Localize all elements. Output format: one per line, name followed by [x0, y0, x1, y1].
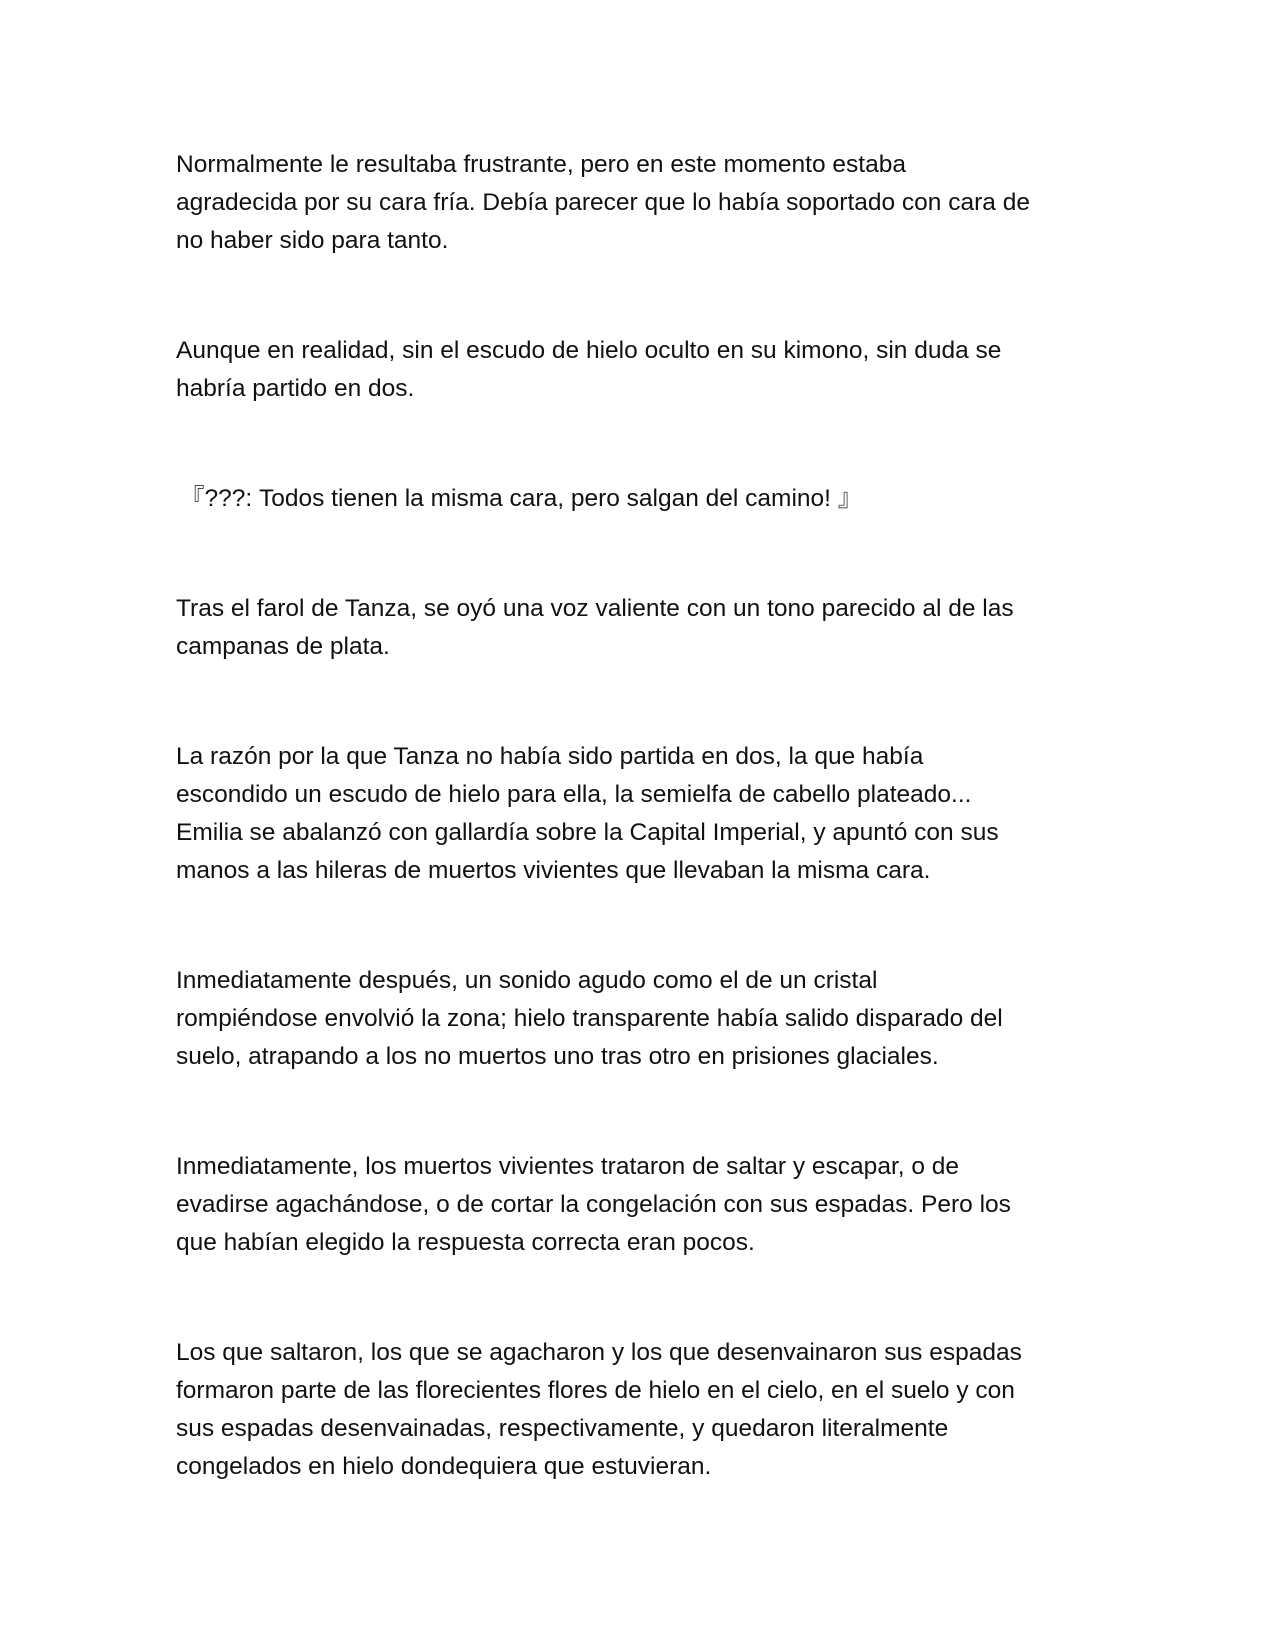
- paragraph-line: agradecida por su cara fría. Debía parecer que lo había soportado con cara de: [176, 189, 1030, 216]
- paragraph-line: escondido un escudo de hielo para ella, la semielfa de cabello plateado...: [176, 781, 972, 808]
- paragraph-line: no haber sido para tanto.: [176, 227, 449, 254]
- paragraph-line: Tras el farol de Tanza, se oyó una voz valiente con un tono parecido al de las: [176, 595, 1014, 622]
- paragraph-line: sus espadas desenvainadas, respectivamente, y quedaron literalmente: [176, 1415, 949, 1442]
- paragraph-line: Emilia se abalanzó con gallardía sobre la Capital Imperial, y apuntó con sus: [176, 819, 999, 846]
- paragraph-8: [176, 1334, 1106, 1486]
- paragraph-line: Inmediatamente, los muertos vivientes trataron de saltar y escapar, o de: [176, 1153, 960, 1180]
- paragraph-line: habría partido en dos.: [176, 375, 415, 402]
- paragraph-line: La razón por la que Tanza no había sido partida en dos, la que había: [176, 743, 924, 770]
- paragraph-line: campanas de plata.: [176, 633, 390, 660]
- paragraph-line: congelados en hielo dondequiera que estuvieran.: [176, 1453, 712, 1480]
- paragraph-line: Normalmente le resultaba frustrante, pero en este momento estaba: [176, 151, 906, 178]
- paragraph-line: 『???: Todos tienen la misma cara, pero salgan del camino! 』: [180, 485, 863, 512]
- paragraph-line: Los que saltaron, los que se agacharon y los que desenvainaron sus espadas: [176, 1339, 1022, 1366]
- paragraph-4: [176, 590, 1106, 666]
- paragraph-7: [176, 1148, 1106, 1262]
- paragraph-line: que habían elegido la respuesta correcta eran pocos.: [176, 1229, 755, 1256]
- paragraph-1: [176, 146, 1106, 260]
- paragraph-line: rompiéndose envolvió la zona; hielo transparente había salido disparado del: [176, 1005, 1003, 1032]
- paragraph-2: [176, 332, 1106, 408]
- paragraph-line: evadirse agachándose, o de cortar la congelación con sus espadas. Pero los: [176, 1191, 1011, 1218]
- paragraph-line: formaron parte de las florecientes flores de hielo en el cielo, en el suelo y con: [176, 1377, 1015, 1404]
- dialogue-line: [180, 480, 1110, 518]
- paragraph-line: suelo, atrapando a los no muertos uno tras otro en prisiones glaciales.: [176, 1043, 939, 1070]
- paragraph-line: Aunque en realidad, sin el escudo de hielo oculto en su kimono, sin duda se: [176, 337, 1002, 364]
- paragraph-5: [176, 738, 1106, 890]
- paragraph-6: [176, 962, 1106, 1076]
- paragraph-line: manos a las hileras de muertos vivientes que llevaban la misma cara.: [176, 857, 931, 884]
- paragraph-line: Inmediatamente después, un sonido agudo como el de un cristal: [176, 967, 878, 994]
